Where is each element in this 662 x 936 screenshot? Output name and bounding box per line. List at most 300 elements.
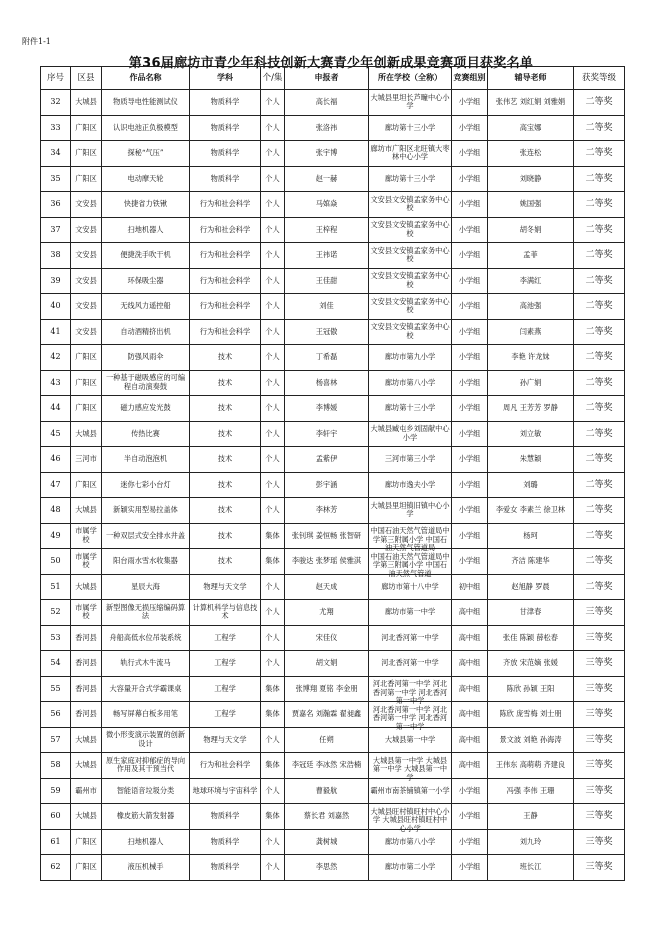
cell-school — [369, 294, 452, 320]
cell-county — [71, 90, 102, 116]
cell-county — [71, 651, 102, 677]
cell-school — [369, 651, 452, 677]
cell-subject — [190, 625, 261, 651]
cell-teacher — [488, 243, 574, 269]
table-row — [41, 676, 625, 702]
cell-seq — [41, 702, 71, 728]
cell-subject — [190, 600, 261, 626]
cell-work — [102, 217, 190, 243]
cell-county-text: 大城县 — [75, 97, 97, 107]
cell-teacher — [488, 268, 574, 294]
cell-work — [102, 115, 190, 141]
cell-type-text: 个人 — [265, 632, 280, 642]
cell-school — [369, 396, 452, 422]
cell-teacher — [488, 345, 574, 371]
cell-county — [71, 447, 102, 473]
cell-county-text: 大城县 — [75, 428, 97, 438]
cell-seq-text: 46 — [50, 454, 61, 464]
cell-work-text: 自动酒精挤出机 — [120, 326, 171, 336]
cell-teacher-text: 齐放 宋范嫡 张媛 — [503, 658, 558, 668]
cell-applicant-text: 丁希磊 — [315, 352, 338, 362]
cell-subject-text: 行为和社会科学 — [199, 199, 251, 209]
cell-teacher — [488, 574, 574, 600]
cell-seq-text: 40 — [50, 301, 61, 311]
cell-subject — [190, 829, 261, 855]
cell-subject-text: 物质科学 — [210, 811, 240, 821]
award-table — [40, 66, 625, 881]
cell-applicant — [285, 804, 369, 830]
cell-work-text: 电动摩天轮 — [127, 173, 164, 183]
cell-work — [102, 370, 190, 396]
cell-group-text: 小学组 — [458, 148, 481, 158]
cell-subject — [190, 651, 261, 677]
cell-award — [574, 319, 625, 345]
cell-subject-text: 行为和社会科学 — [199, 224, 251, 234]
table-row — [41, 141, 625, 167]
cell-work — [102, 651, 190, 677]
cell-seq — [41, 727, 71, 753]
cell-work — [102, 778, 190, 804]
cell-subject — [190, 702, 261, 728]
cell-award-text: 二等奖 — [585, 199, 613, 210]
cell-seq — [41, 523, 71, 549]
header-group: 竞赛组别 — [452, 67, 488, 90]
cell-seq — [41, 294, 71, 320]
cell-type-text: 个人 — [265, 403, 280, 413]
cell-teacher — [488, 294, 574, 320]
cell-type-text: 个人 — [265, 352, 280, 362]
cell-subject — [190, 243, 261, 269]
cell-applicant-text: 尤翔 — [319, 607, 334, 617]
cell-seq — [41, 90, 71, 116]
cell-type-text: 个人 — [265, 581, 280, 591]
cell-school — [369, 141, 452, 167]
table-row — [41, 192, 625, 218]
cell-county — [71, 625, 102, 651]
cell-seq — [41, 447, 71, 473]
cell-type — [261, 396, 285, 422]
cell-school-text: 大城县臧屯乡刘固献中心小学 — [370, 424, 450, 442]
cell-applicant-text: 杨喜林 — [315, 377, 338, 387]
cell-school-text: 廊坊市逸夫小学 — [384, 479, 436, 489]
cell-county-text: 市属学校 — [75, 602, 97, 621]
cell-applicant — [285, 753, 369, 779]
cell-award-text: 三等奖 — [585, 607, 613, 618]
cell-award-text: 二等奖 — [585, 122, 613, 133]
cell-type — [261, 319, 285, 345]
cell-work — [102, 804, 190, 830]
cell-subject — [190, 727, 261, 753]
cell-work-text: 探秘“气压” — [127, 148, 164, 158]
cell-award-text: 三等奖 — [585, 658, 613, 669]
cell-type — [261, 498, 285, 524]
cell-type — [261, 727, 285, 753]
cell-work — [102, 625, 190, 651]
cell-group — [452, 829, 488, 855]
cell-school — [369, 753, 452, 782]
cell-group — [452, 396, 488, 422]
cell-teacher — [488, 192, 574, 218]
cell-school-text: 廊坊市第九小学 — [384, 352, 436, 362]
cell-applicant — [285, 498, 369, 524]
cell-applicant-text: 李骏达 张梦瑶 侯雅淇 — [291, 556, 362, 566]
cell-school — [369, 600, 452, 626]
cell-type-text: 个人 — [265, 250, 280, 260]
cell-applicant — [285, 217, 369, 243]
cell-teacher — [488, 778, 574, 804]
cell-county — [71, 600, 102, 626]
cell-subject-text: 物理与天文学 — [203, 734, 247, 744]
cell-seq-text: 55 — [50, 683, 61, 693]
cell-award — [574, 268, 625, 294]
cell-group — [452, 319, 488, 345]
cell-teacher — [488, 319, 574, 345]
cell-teacher-text: 胡冬娟 — [519, 224, 542, 234]
cell-work — [102, 753, 190, 779]
cell-seq — [41, 141, 71, 167]
cell-county — [71, 319, 102, 345]
cell-group-text: 小学组 — [458, 862, 481, 872]
cell-seq — [41, 319, 71, 345]
cell-seq-text: 39 — [50, 275, 61, 285]
cell-work — [102, 472, 190, 498]
table-row — [41, 396, 625, 422]
cell-group-text: 小学组 — [458, 530, 481, 540]
cell-subject-text: 计算机科学与信息技术 — [192, 602, 258, 621]
cell-award-text: 三等奖 — [585, 683, 613, 694]
cell-subject-text: 行为和社会科学 — [199, 250, 251, 260]
cell-school — [369, 268, 452, 294]
cell-county-text: 广阳区 — [75, 352, 97, 362]
cell-school-text: 大城县旺村镇旺村中心小学 大城县旺村镇旺村中心小学 — [370, 806, 450, 833]
header-school: 所在学校（全称） — [369, 67, 452, 90]
cell-applicant-text: 马婠焱 — [315, 199, 338, 209]
cell-type — [261, 243, 285, 269]
cell-award-text: 二等奖 — [585, 352, 613, 363]
cell-type — [261, 217, 285, 243]
cell-school — [369, 676, 452, 706]
cell-teacher-text: 高池强 — [519, 301, 542, 311]
cell-school-text: 大城县里坦长芦疃中心小学 — [370, 92, 450, 111]
cell-work-text: 迷你七彩小台灯 — [120, 479, 171, 489]
cell-subject-text: 工程学 — [214, 658, 236, 668]
cell-work — [102, 141, 190, 167]
cell-applicant-text: 刘佳 — [319, 301, 334, 311]
cell-school-text: 河北香河第一中学 — [381, 632, 439, 642]
cell-county — [71, 498, 102, 524]
cell-teacher — [488, 141, 574, 167]
cell-school — [369, 625, 452, 651]
cell-subject-text: 物质科学 — [210, 122, 240, 132]
cell-applicant — [285, 370, 369, 396]
cell-seq — [41, 829, 71, 855]
cell-work — [102, 523, 190, 549]
cell-award-text: 二等奖 — [585, 454, 613, 465]
cell-school-text: 廊坊市第二小学 — [384, 862, 436, 872]
cell-applicant — [285, 166, 369, 192]
cell-work — [102, 345, 190, 371]
cell-subject-text: 技术 — [217, 556, 233, 566]
cell-applicant-text: 李思然 — [315, 862, 338, 872]
cell-applicant — [285, 345, 369, 371]
cell-work-text: 轨行式木牛流马 — [120, 658, 171, 668]
cell-award-text: 二等奖 — [585, 530, 613, 541]
cell-award — [574, 574, 625, 600]
cell-teacher-text: 朱慧颖 — [519, 454, 542, 464]
cell-county — [71, 396, 102, 422]
cell-subject-text: 物质科学 — [210, 173, 240, 183]
cell-school-text: 文安县文安镇孟家务中心校 — [370, 296, 450, 315]
cell-county-text: 广阳区 — [75, 479, 97, 489]
cell-work-text: 智能语音垃圾分类 — [116, 785, 175, 795]
cell-seq — [41, 421, 71, 447]
cell-subject-text: 技术 — [217, 377, 233, 387]
cell-county — [71, 702, 102, 728]
table-row — [41, 574, 625, 600]
cell-seq — [41, 778, 71, 804]
cell-subject-text: 物质科学 — [210, 97, 240, 107]
cell-work-text: 物质导电性能测试仪 — [113, 97, 178, 107]
cell-type — [261, 421, 285, 447]
cell-school — [369, 498, 452, 524]
table-row — [41, 702, 625, 728]
cell-work — [102, 421, 190, 447]
cell-subject-text: 技术 — [217, 454, 233, 464]
cell-applicant-text: 赵天成 — [315, 581, 338, 591]
cell-county — [71, 574, 102, 600]
cell-school-text: 中国石油天然气管道局中学第三附属小学 中国石油天然气管道局 — [370, 526, 450, 553]
cell-teacher — [488, 217, 574, 243]
cell-type-text: 个人 — [265, 199, 280, 209]
cell-school — [369, 115, 452, 141]
cell-applicant-text: 曹毅航 — [315, 785, 338, 795]
cell-county-text: 广阳区 — [75, 377, 97, 387]
table-row — [41, 600, 625, 626]
cell-subject — [190, 90, 261, 116]
cell-group-text: 小学组 — [458, 250, 481, 260]
cell-work — [102, 702, 190, 728]
cell-subject — [190, 523, 261, 549]
cell-award — [574, 778, 625, 804]
cell-teacher-text: 景文波 刘艳 孙海涛 — [499, 734, 562, 744]
cell-subject-text: 物质科学 — [210, 148, 240, 158]
cell-teacher — [488, 370, 574, 396]
table-row — [41, 294, 625, 320]
cell-applicant — [285, 676, 369, 702]
cell-type — [261, 472, 285, 498]
cell-school-text: 文安县文安镇孟家务中心校 — [370, 271, 450, 289]
cell-type — [261, 651, 285, 677]
cell-work-text: 传热比赛 — [131, 428, 160, 438]
cell-seq-text: 33 — [50, 122, 61, 132]
cell-teacher-text: 刘立敏 — [519, 428, 542, 438]
cell-work — [102, 676, 190, 702]
cell-teacher-text: 闫素燕 — [519, 326, 542, 336]
table-row — [41, 829, 625, 855]
cell-school — [369, 855, 452, 881]
cell-seq — [41, 804, 71, 830]
cell-subject-text: 技术 — [217, 403, 233, 413]
cell-group-text: 高中组 — [458, 734, 481, 744]
cell-work-text: 舟船高低水位吊装系统 — [109, 632, 182, 642]
cell-work-text: 便捷洗手吹干机 — [120, 250, 171, 260]
cell-work-text: 一种双层式安全排水井盖 — [105, 530, 186, 540]
cell-seq — [41, 396, 71, 422]
cell-seq-text: 60 — [50, 811, 61, 821]
cell-seq — [41, 370, 71, 396]
table-row — [41, 498, 625, 524]
cell-applicant — [285, 447, 369, 473]
cell-school — [369, 192, 452, 218]
table-row — [41, 625, 625, 651]
cell-teacher-text: 张连松 — [519, 148, 542, 158]
cell-teacher-text: 冯强 李伟 王珊 — [506, 785, 555, 795]
cell-subject — [190, 472, 261, 498]
cell-group — [452, 294, 488, 320]
cell-school — [369, 421, 452, 447]
cell-school — [369, 447, 452, 473]
cell-school-text: 廊坊市第十八中学 — [381, 581, 439, 591]
cell-county — [71, 855, 102, 881]
cell-type-text: 个人 — [265, 785, 280, 795]
cell-teacher — [488, 166, 574, 192]
cell-school — [369, 90, 452, 116]
cell-award — [574, 855, 625, 881]
cell-applicant — [285, 829, 369, 855]
cell-teacher — [488, 804, 574, 830]
cell-teacher — [488, 651, 574, 677]
cell-seq — [41, 115, 71, 141]
cell-group-text: 小学组 — [458, 326, 481, 336]
cell-award-text: 二等奖 — [585, 556, 613, 567]
cell-subject-text: 行为和社会科学 — [199, 760, 251, 770]
cell-school-text: 廊坊市广阳区北旺镇大枣林中心小学 — [370, 143, 450, 162]
cell-teacher-text: 班长江 — [519, 862, 542, 872]
cell-county — [71, 166, 102, 192]
cell-school — [369, 702, 452, 731]
cell-school-text: 大城县第一中学 — [384, 734, 436, 744]
cell-award — [574, 625, 625, 651]
cell-group — [452, 217, 488, 243]
cell-subject — [190, 141, 261, 167]
cell-group — [452, 141, 488, 167]
cell-group — [452, 778, 488, 804]
cell-school — [369, 345, 452, 371]
cell-award-text: 二等奖 — [585, 326, 613, 337]
cell-subject-text: 工程学 — [214, 632, 236, 642]
cell-type-text: 个人 — [265, 224, 280, 234]
table-row — [41, 243, 625, 269]
cell-county — [71, 753, 102, 779]
cell-group-text: 高中组 — [458, 709, 481, 719]
cell-seq — [41, 217, 71, 243]
cell-work — [102, 829, 190, 855]
cell-school-text: 大城县里坦镇旧镇中心小学 — [370, 500, 450, 519]
cell-county-text: 大城县 — [75, 734, 97, 744]
cell-county — [71, 141, 102, 167]
table-row — [41, 166, 625, 192]
cell-type — [261, 523, 285, 549]
cell-teacher — [488, 753, 574, 779]
cell-type-text: 集体 — [265, 556, 280, 566]
cell-type-text: 个人 — [265, 658, 280, 668]
cell-county — [71, 778, 102, 804]
cell-subject-text: 物质科学 — [210, 862, 240, 872]
cell-award — [574, 141, 625, 167]
cell-type — [261, 625, 285, 651]
table-row — [41, 523, 625, 549]
cell-group — [452, 447, 488, 473]
cell-type — [261, 549, 285, 575]
cell-teacher — [488, 498, 574, 524]
cell-subject — [190, 549, 261, 575]
cell-county — [71, 115, 102, 141]
cell-applicant-text: 王冠傲 — [315, 326, 338, 336]
cell-teacher — [488, 115, 574, 141]
cell-county-text: 大城县 — [75, 760, 97, 770]
cell-school-text: 廊坊市第一中学 — [384, 607, 436, 617]
cell-group — [452, 421, 488, 447]
cell-seq-text: 32 — [50, 97, 61, 107]
cell-subject — [190, 574, 261, 600]
cell-seq-text: 43 — [50, 377, 61, 387]
cell-applicant-text: 蔡长君 刘嘉然 — [303, 811, 350, 821]
cell-group — [452, 472, 488, 498]
cell-applicant-text: 张钊琪 姜恒畅 张智研 — [291, 530, 362, 540]
cell-applicant-text: 赵一赫 — [315, 173, 338, 183]
cell-award — [574, 600, 625, 626]
cell-group — [452, 523, 488, 549]
cell-county-text: 香河县 — [75, 709, 97, 719]
cell-school — [369, 370, 452, 396]
cell-type — [261, 855, 285, 881]
cell-seq-text: 47 — [50, 479, 61, 489]
cell-applicant-text: 孟紫伊 — [315, 454, 338, 464]
cell-school-text: 中国石油天然气管道局中学第三附属小学 中国石油天然气管道 — [370, 551, 450, 578]
cell-work-text: 微小形变演示装置的创新设计 — [105, 730, 186, 748]
header-county: 区县 — [71, 67, 102, 90]
cell-work-text: 磁力感应发光鼓 — [120, 403, 171, 413]
cell-county — [71, 421, 102, 447]
cell-seq-text: 50 — [50, 556, 61, 566]
cell-work — [102, 192, 190, 218]
cell-subject — [190, 115, 261, 141]
cell-teacher-text: 刘璐 — [523, 479, 538, 489]
header-seq: 序号 — [41, 67, 71, 90]
cell-teacher — [488, 472, 574, 498]
cell-subject-text: 地球环境与宇宙科学 — [192, 785, 258, 795]
cell-type-text: 个人 — [265, 862, 280, 872]
cell-subject — [190, 166, 261, 192]
cell-applicant — [285, 319, 369, 345]
cell-school-text: 廊坊第十三小学 — [384, 173, 436, 183]
cell-applicant — [285, 651, 369, 677]
cell-group-text: 小学组 — [458, 505, 481, 515]
cell-school-text: 文安县文安镇孟家务中心校 — [370, 322, 450, 340]
cell-seq-text: 61 — [50, 836, 61, 846]
cell-award — [574, 829, 625, 855]
cell-teacher-text: 王伟东 高萌萌 齐建良 — [495, 760, 566, 770]
cell-group — [452, 268, 488, 294]
cell-applicant-text: 张宇博 — [315, 148, 338, 158]
cell-county-text: 广阳区 — [75, 148, 97, 158]
cell-school-text: 廊坊市第八小学 — [384, 377, 436, 387]
cell-award — [574, 727, 625, 753]
cell-subject-text: 行为和社会科学 — [199, 275, 251, 285]
cell-seq — [41, 600, 71, 626]
cell-work — [102, 396, 190, 422]
cell-subject-text: 技术 — [217, 352, 233, 362]
